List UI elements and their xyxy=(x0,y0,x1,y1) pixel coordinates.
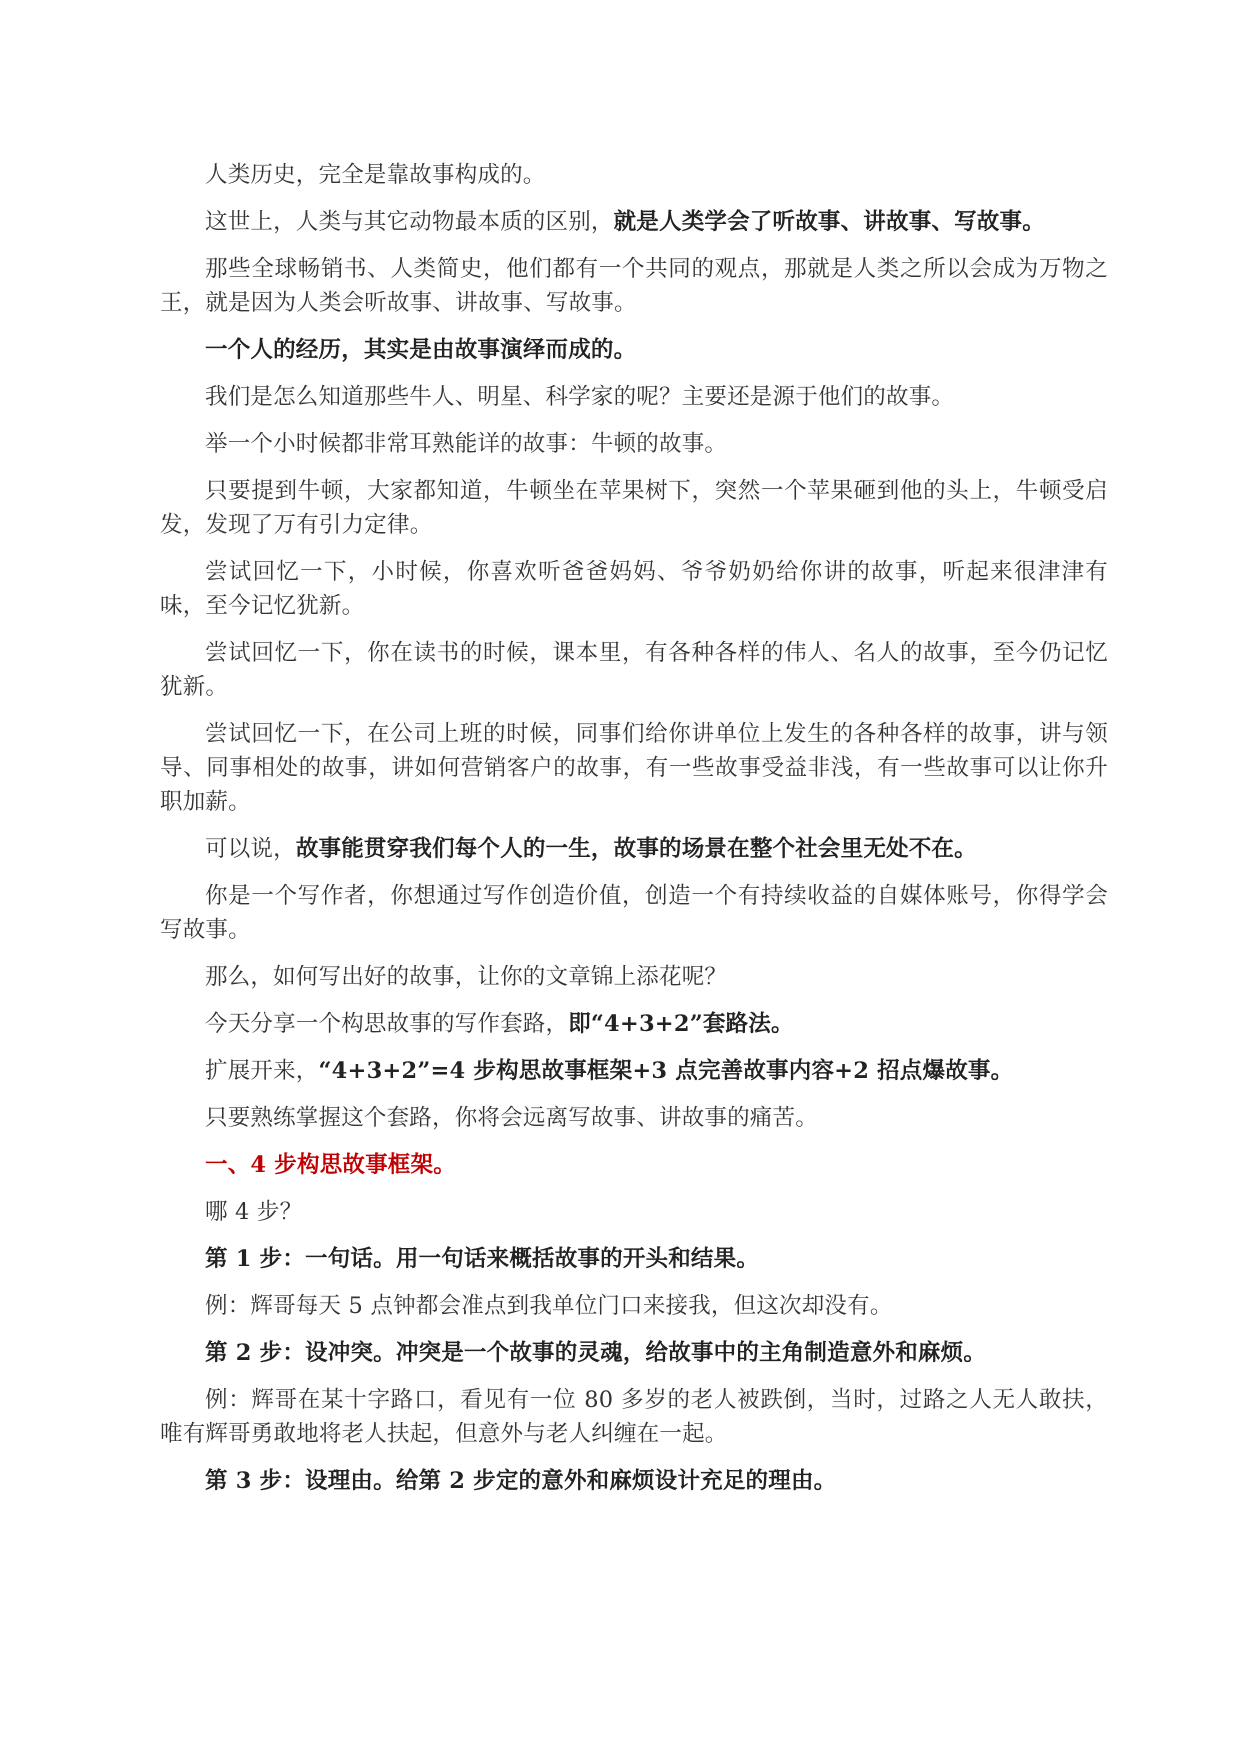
heading-text: 一、4 步构思故事框架。 xyxy=(205,1152,456,1178)
text-run: 我们是怎么知道那些牛人、明星、科学家的呢？主要还是源于他们的故事。 xyxy=(205,384,955,410)
paragraph xyxy=(160,1383,1108,1451)
paragraph xyxy=(160,380,1108,414)
text-run: 可以说， xyxy=(205,836,296,862)
text-run: 例：辉哥在某十字路口，看见有一位 80 多岁的老人被跌倒，当时，过路之人无人敢扶，唯有辉哥勇敢地将老人扶起，但意外与老人纠缠在一起。 xyxy=(160,1387,1108,1447)
text-run: 那么，如何写出好的故事，让你的文章锦上添花呢？ xyxy=(205,964,728,990)
paragraph xyxy=(160,333,1108,367)
bold-text: 第 1 步：一句话。用一句话来概括故事的开头和结果。 xyxy=(205,1246,760,1272)
text-run: 人类历史，完全是靠故事构成的。 xyxy=(205,162,546,188)
paragraph xyxy=(160,555,1108,623)
document-page xyxy=(160,158,1108,1511)
text-run: 扩展开来， xyxy=(205,1058,319,1084)
text-run: 你是一个写作者，你想通过写作创造价值，创造一个有持续收益的自媒体账号，你得学会写故事。 xyxy=(160,883,1108,943)
bold-text: 第 2 步：设冲突。冲突是一个故事的灵魂，给故事中的主角制造意外和麻烦。 xyxy=(205,1340,987,1366)
text-run: 例：辉哥每天 5 点钟都会准点到我单位门口来接我，但这次却没有。 xyxy=(205,1293,893,1319)
bold-text: 第 3 步：设理由。给第 2 步定的意外和麻烦设计充足的理由。 xyxy=(205,1468,837,1494)
paragraph xyxy=(160,252,1108,320)
section-heading xyxy=(160,1148,1108,1182)
text-run: 哪 4 步？ xyxy=(205,1199,303,1225)
bold-text: “4+3+2”=4 步构思故事框架+3 点完善故事内容+2 招点爆故事。 xyxy=(318,1058,1014,1084)
text-run: 那些全球畅销书、人类简史，他们都有一个共同的观点，那就是人类之所以会成为万物之王，就是因为人类会听故事、讲故事、写故事。 xyxy=(160,256,1108,316)
paragraph xyxy=(160,1464,1108,1498)
text-run: 这世上，人类与其它动物最本质的区别， xyxy=(205,209,614,235)
text-run: 尝试回忆一下，小时候，你喜欢听爸爸妈妈、爷爷奶奶给你讲的故事，听起来很津津有味，至今记忆犹新。 xyxy=(160,559,1108,619)
text-run: 举一个小时候都非常耳熟能详的故事：牛顿的故事。 xyxy=(205,431,728,457)
paragraph xyxy=(160,717,1108,819)
paragraph xyxy=(160,205,1108,239)
paragraph xyxy=(160,879,1108,947)
paragraph xyxy=(160,474,1108,542)
text-run: 尝试回忆一下，在公司上班的时候，同事们给你讲单位上发生的各种各样的故事，讲与领导、同事相处的故事，讲如何营销客户的故事，有一些故事受益非浅，有一些故事可以让你升职加薪。 xyxy=(160,721,1108,815)
paragraph xyxy=(160,1007,1108,1041)
bold-text: 就是人类学会了听故事、讲故事、写故事。 xyxy=(613,209,1045,235)
paragraph xyxy=(160,1101,1108,1135)
paragraph xyxy=(160,158,1108,192)
paragraph xyxy=(160,1054,1108,1088)
text-run: 只要提到牛顿，大家都知道，牛顿坐在苹果树下，突然一个苹果砸到他的头上，牛顿受启发，发现了万有引力定律。 xyxy=(160,478,1108,538)
bold-text: 即“4+3+2”套路法。 xyxy=(568,1011,794,1037)
paragraph xyxy=(160,832,1108,866)
paragraph xyxy=(160,636,1108,704)
paragraph xyxy=(160,960,1108,994)
paragraph xyxy=(160,427,1108,461)
paragraph xyxy=(160,1336,1108,1370)
text-run: 今天分享一个构思故事的写作套路， xyxy=(205,1011,569,1037)
paragraph xyxy=(160,1195,1108,1229)
paragraph xyxy=(160,1289,1108,1323)
bold-text: 故事能贯穿我们每个人的一生，故事的场景在整个社会里无处不在。 xyxy=(295,836,977,862)
bold-text: 一个人的经历，其实是由故事演绎而成的。 xyxy=(205,337,637,363)
text-run: 尝试回忆一下，你在读书的时候，课本里，有各种各样的伟人、名人的故事，至今仍记忆犹新。 xyxy=(160,640,1108,700)
text-run: 只要熟练掌握这个套路，你将会远离写故事、讲故事的痛苦。 xyxy=(205,1105,818,1131)
paragraph xyxy=(160,1242,1108,1276)
